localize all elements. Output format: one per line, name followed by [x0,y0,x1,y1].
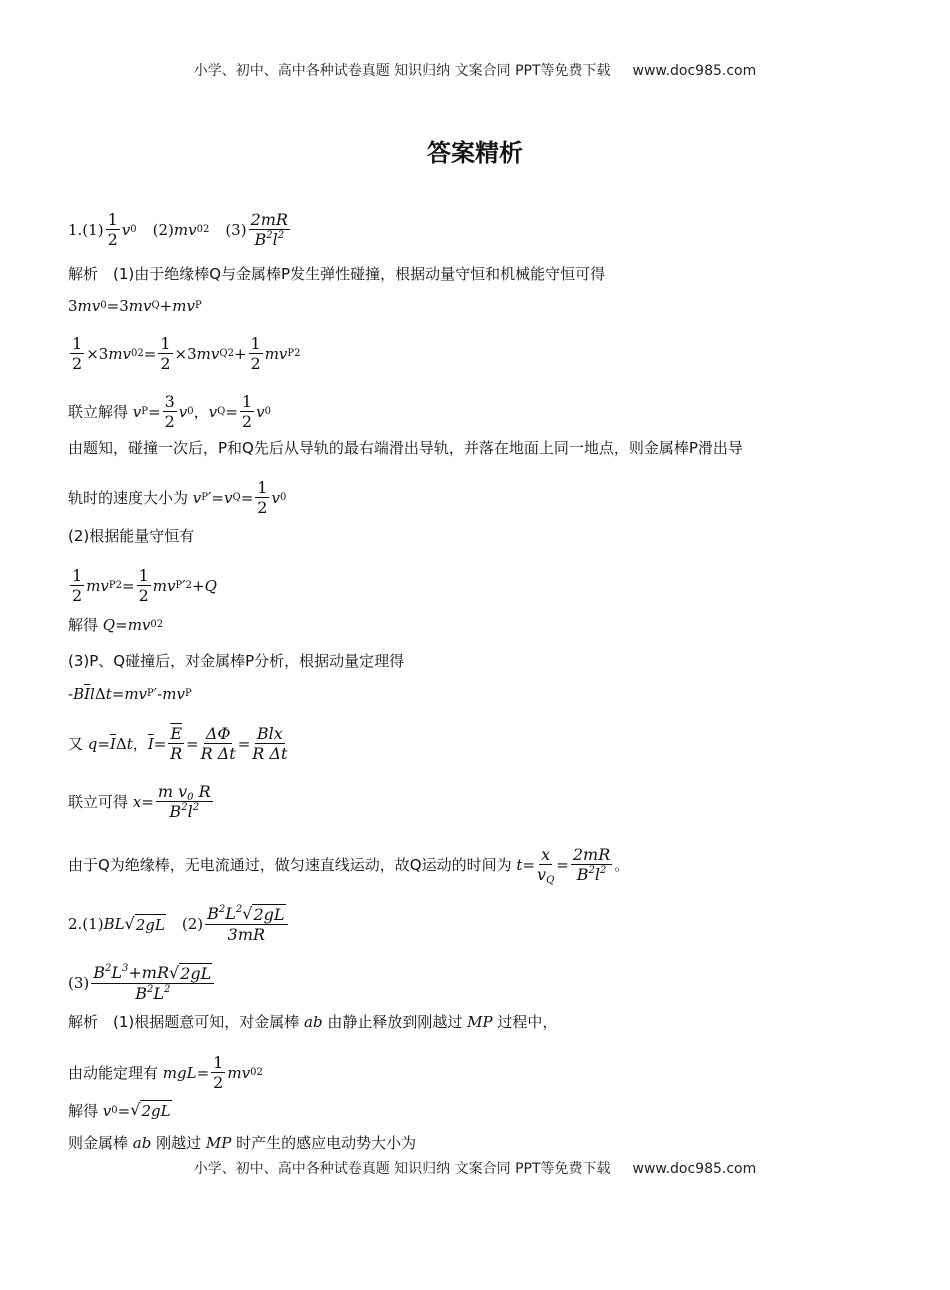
q1-eq-impulse: - B $\overline{I}$ l Δ t = mv P ′- mv P [68,685,192,703]
page-footer [0,1158,950,1178]
q1-eq-energy2: $\frac{1}{2}$ mv P 2 = $\frac{1}{2}$ mv P ′ 2 + Q [72,566,217,605]
q1-eq-charge: 又 q = $\overline{I}$ Δ t ， $\overline{I}$ = $\frac{\overline{E}}{R}$ = $\frac{\Delta\Phi}{\text{R Δt}}$ = $\frac{\text{Blx}}{\text{R Δt}}$ [68,724,288,763]
q1-eq-energy: $\frac{1}{2}$ ×3 mv 0 2 = $\frac{1}{2}$ ×3 mv Q 2 + $\frac{1}{2}$ mv P 2 [72,334,301,373]
header-site: www.doc985.com [632,63,757,79]
q2-last: 则金属棒 ab 刚越过 MP 时产生的感应电动势大小为 [68,1134,417,1152]
q2-ans3: (3) $B^2L^3+mR$ √ 2gL $B^2L^2$ [68,963,216,1003]
q1-para1b: 轨时的速度大小为 v P ′= v Q = $\frac{1}{2}$ v 0 [68,478,287,517]
q1-last: 由于Q为绝缘棒，无电流通过，做匀速直线运动，故Q运动的时间为 t = $\frac{x}{v_Q}$ = $\frac{2mR}{B^2l^2}$ 。 [68,845,630,886]
q1-eq-momentum: 3 mv 0 =3 mv Q + mv P [68,297,202,315]
footer-text: 小学、初中、高中各种试卷真题 知识归纳 文案合同 PPT等免费下载 [193,1161,611,1177]
q1-para1: 由题知，碰撞一次后，P和Q先后从导轨的最右端滑出导轨，并落在地面上同一地点，则金属棒P滑出导 [68,439,743,457]
page-header [0,60,950,80]
q1-solve: 联立解得 v P = $\frac{3}{2}$ v 0 ， v Q = $\frac{1}{2}$ v 0 [68,392,271,431]
q2-theorem: 由动能定理有 mgL = $\frac{1}{2}$ mv 0 2 [68,1053,263,1092]
q1-answers: 1.(1) $\frac{1}{2}$ v 0 (2) mv 0 2 (3) $\frac{2mR}{B^2l^2}$ [68,210,288,249]
q2-analysis: 解析 (1)根据题意可知，对金属棒 ab 由静止释放到刚越过 MP 过程中， [68,1013,558,1031]
q1-solve-q: 解得 Q = mv 0 2 [68,616,164,634]
header-text: 小学、初中、高中各种试卷真题 知识归纳 文案合同 PPT等免费下载 [193,63,611,79]
q2-answers: 2.(1) BL √ 2gL (2) $B^2L^2$ √ 2gL 3mR [68,904,290,944]
q1-part2: (2)根据能量守恒有 [68,527,195,545]
q1-part3: (3)P、Q碰撞后，对金属棒P分析，根据动量定理得 [68,652,405,670]
q1-analysis: 解析 (1)由于绝缘棒Q与金属棒P发生弹性碰撞，根据动量守恒和机械能守恒可得 [68,265,606,283]
page-title: 答案精析 [427,139,523,167]
q2-solve: 解得 v 0 = √ 2gL [68,1100,171,1120]
footer-site: www.doc985.com [632,1161,757,1177]
q1-eq-x: 联立可得 x = $\frac{m v_0 R}{B^2l^2}$ [68,782,211,821]
